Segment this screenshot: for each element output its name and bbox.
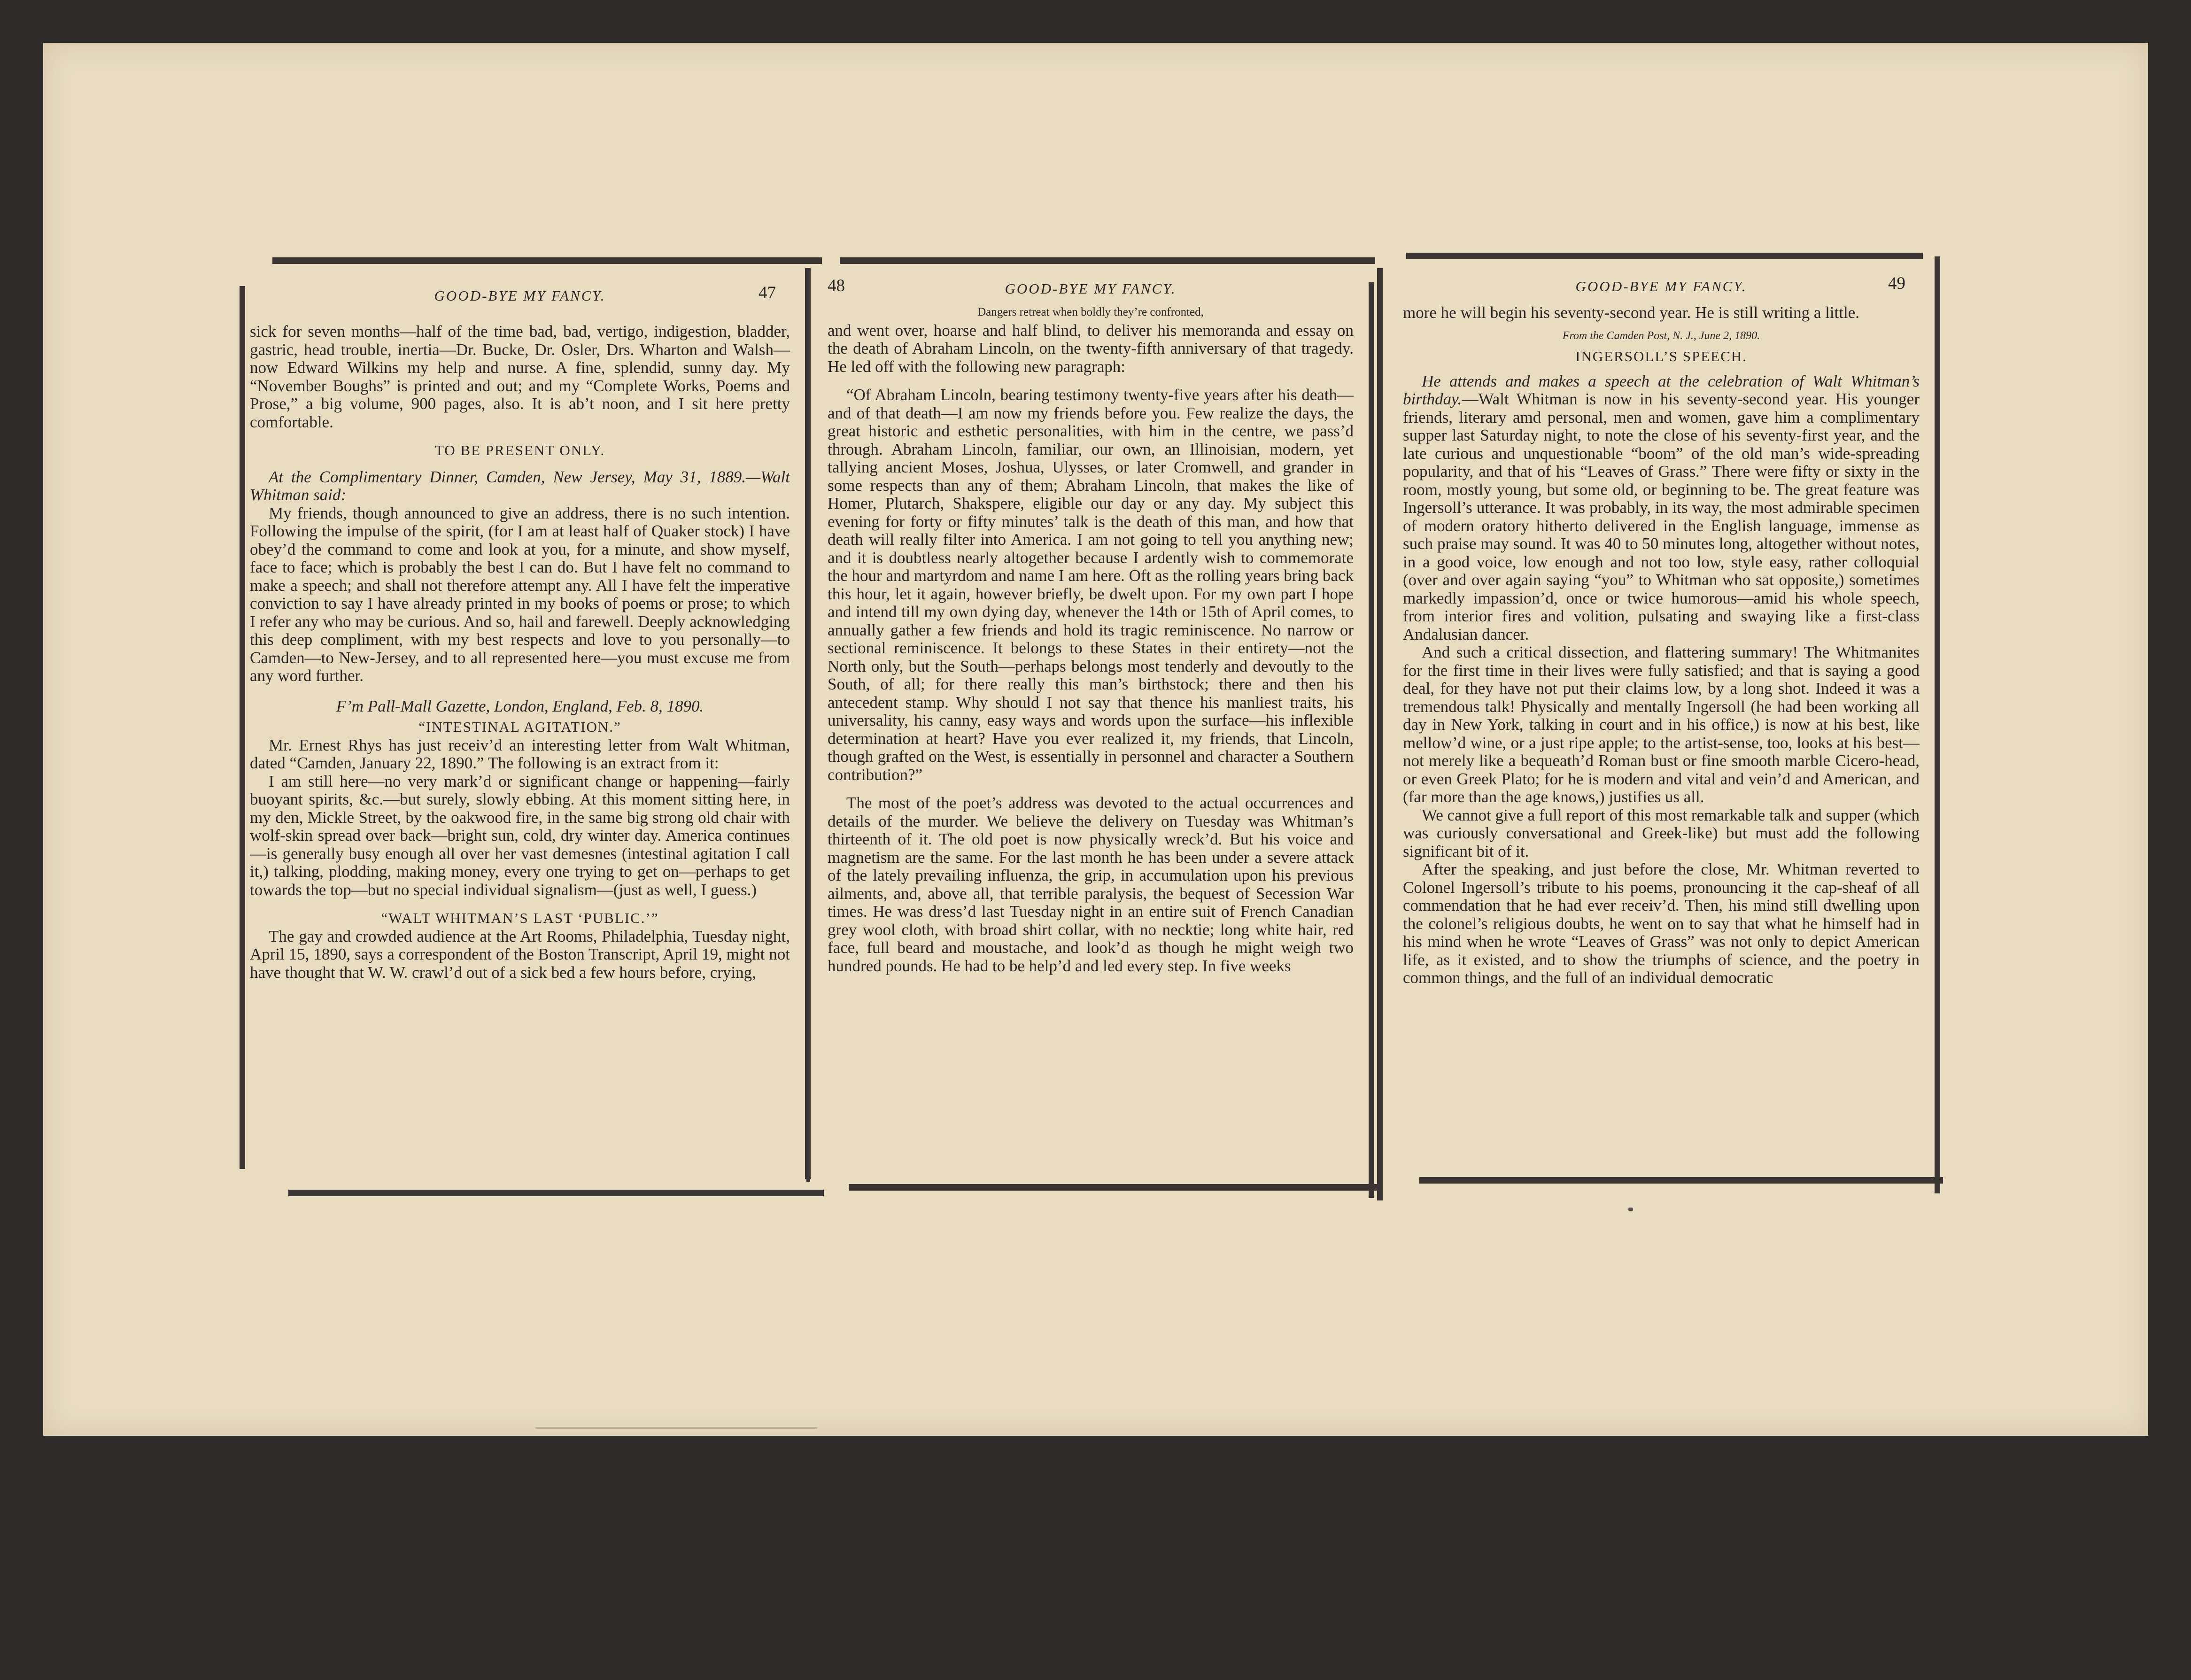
top-border-rule	[1406, 253, 1923, 259]
left-border-rule	[1377, 268, 1383, 1200]
paragraph: The gay and crowded audience at the Art Rooms, Philadelphia, Tuesday night, April 15, 1890, says a correspondent of the Boston Transcript, April 19, might not have thought that W. W. crawl’d out of a sick bed a few hours before, crying,	[250, 927, 790, 982]
paragraph	[1403, 372, 1920, 644]
section-heading: TO BE PRESENT ONLY.	[434, 442, 605, 458]
left-border-rule	[805, 268, 811, 1179]
paragraph: and went over, hoarse and half blind, to deliver his memoranda and essay on the death of Abraham Lincoln, on the twenty-fifth anniversary of that tragedy. He led off with the following new paragraph:	[828, 321, 1354, 376]
paragraph: sick for seven months—half of the time bad, bad, vertigo, indigestion, bladder, gastric, head trouble, inertia—Dr. Bucke, Dr. Osler, Drs. Wharton and Walsh—now Edward Wilkins my help and nurse. A fine, splendid, sunny day. My “November Boughs” is printed and out; and my “Complete Works, Poems and Prose,” a big volume, 900 pages, also. It is ab’t noon, and I sit here pretty comfortable.	[250, 322, 790, 431]
paragraph: We cannot give a full report of this most remarkable talk and supper (which was curiously conversational and Greek-like) but must add the following significant bit of it.	[1403, 805, 1920, 860]
page-text	[250, 323, 790, 982]
running-head-title: GOOD-BYE MY FANCY.	[1005, 280, 1177, 297]
paper-speck	[535, 1427, 817, 1429]
page-48	[828, 276, 1354, 1673]
paragraph: I am still here—no very mark’d or significant change or happening—fairly buoyant spirits, &c.—but surely, slowly ebbing. At this moment sitting here, in my den, Mickle Street, by the oakwood fire, in the same big strong old chair with wolf-skin spread over back—bright sun, cold, dry winter day. America continues—is generally busy enough all over her vast demesnes (intestinal agitation I call it,) talking, plodding, making money, every one trying to get on—perhaps to get towards the top—but no special individual signalism—(just as well, I guess.)	[250, 772, 790, 899]
paper-speck	[1628, 1208, 1633, 1211]
paragraph: “Of Abraham Lincoln, bearing testimony twenty-five years after his death—and of that death—I am now my friends before you. Few realize the days, the great historic and esthetic personalities, with him in the centre, we pass’d through. Abraham Lincoln, familiar, our own, an Illinoisian, modern, yet tallying ancient Moses, Joshua, Ulysses, or later Cromwell, and grander in some respects than any of them; Abraham Lincoln, that makes the like of Homer, Plutarch, Shakspere, eligible our day or any day. My subject this evening for forty or fifty minutes’ talk is the death of this man, and how that death will really filter into America. I am not going to tell you anything new; and it is doubtless nearly altogether because I ardently wish to commemorate the hour and martyrdom and name I am here. Oft as the rolling years bring back this hour, let it again, however briefly, be dwelt upon. For my own part I hope and intend till my own dying day, whenever the 14th or 15th of April comes, to annually gather a few friends and hold its tragic reminiscence. No narrow or sectional reminiscence. It belongs to these States in their entirety—not the North only, but the South—perhaps belongs most tenderly and devoutly to the South, of all; for there really this man’s birthstock; there and then his antecedent stamp. Why should I not say that thence his manliest traits, his universality, his canny, easy ways and words upon the surface—his inflexible determination at heart? Have you ever realized it, my friends, that Lincoln, though grafted on the West, is essentially in personnel and character a Southern contribution?”	[828, 386, 1354, 784]
source-line: F’m Pall-Mall Gazette, London, England, Feb. 8, 1890.	[336, 697, 704, 715]
page-number: 48	[828, 276, 845, 295]
paragraph: Mr. Ernest Rhys has just receiv’d an interesting letter from Walt Whitman, dated “Camden, January 22, 1890.” The following is an extract from it:	[250, 735, 790, 772]
paragraph: And such a critical dissection, and flattering summary! The Whitmanites for the first time in their lives were fully satisfied; and that is saying a good deal, for they have not put their claims low, by a long shot. Indeed it was a tremendous talk! Physically and mentally Ingersoll (he had been working all day in New York, talking in court and in his office,) is now at his best, like mellow’d wine, or a just ripe apple; to the artist-sense, too, looks at his best—not merely like a bequeath’d Roman bust or fine smooth marble Cicero-head, or even Greek Plato; for he is modern and vital and vein’d and American, and (far more than the age knows,) justifies us all.	[1403, 643, 1920, 806]
section-heading: “WALT WHITMAN’S LAST ‘PUBLIC.’”	[381, 910, 659, 926]
right-border-rule	[1935, 256, 1940, 1193]
dateline: At the Complimentary Dinner, Camden, New Jersey, May 31, 1889.—Walt Whitman said:	[250, 467, 790, 504]
page-number: 47	[759, 283, 776, 302]
running-head	[250, 283, 790, 310]
page-text	[1403, 304, 1920, 987]
right-border-rule	[1369, 282, 1374, 1198]
left-border-rule	[240, 286, 245, 1169]
paragraph-text: —Walt Whitman is now in his seventy-second year. His younger friends, literary amd personal, men and women, gave him a complimentary supper last Saturday night, to note the close of his seventy-first year, and the late curious and unquestionable “boom” of the old man’s wide-spreading popularity, and that of his “Leaves of Grass.” There were fifty or sixty in the room, mostly young, but some old, or beginning to be. The great feature was Ingersoll’s utterance. It was probably, in its way, the most admirable specimen of modern oratory hitherto delivered in the English language, immense as such praise may sound. It was 40 to 50 minutes long, altogether without notes, in a good voice, low enough and not too low, style easy, rather colloquial (over and over again saying “you” to Whitman who sat opposite,) sometimes markedly impassion’d, once or twice humorous—amid his whole speech, from interior fires and volition, pulsating and swaying like a first-class Andalusian dancer.	[1403, 390, 1920, 643]
paragraph: My friends, though announced to give an address, there is no such intention. Following the impulse of the spirit, (for I am at least half of Quaker stock) I have obey’d the command to come and look at you, for a minute, and show myself, face to face; which is probably the best I can do. But I have felt no command to make a speech; and shall not therefore attempt any. All I have felt the imperative conviction to say I have already printed in my books of poems or prose; to which I refer any who may be curious. And so, hail and farewell. Deeply acknowledging this deep compliment, with my best respects and love to you personally—to Camden—to New-Jersey, and to all represented here—you must excuse me from any word further.	[250, 503, 790, 685]
page-text	[828, 302, 1354, 975]
paragraph-lead: He attends and makes a speech at the celebration of Walt Whitman’s birthday.	[1403, 372, 1920, 408]
section-heading: INGERSOLL’S SPEECH.	[1575, 348, 1747, 364]
section-heading: “INTESTINAL AGITATION.”	[418, 719, 621, 735]
running-head	[1403, 274, 1920, 301]
paragraph: After the speaking, and just before the close, Mr. Whitman reverted to Colonel Ingersoll’s tribute to his poems, pronouncing it the cap-sheaf of all commendation that he had ever receiv’d. Then, his mind still dwelling upon the colonel’s religious doubts, he went on to say that what he himself had in his mind when he wrote “Leaves of Grass” was not only to depict American life, as it existed, and to show the triumphs of science, and the poetry in common things, and the full of an individual democratic	[1403, 860, 1920, 987]
running-head-title: GOOD-BYE MY FANCY.	[1575, 278, 1747, 294]
top-border-rule	[272, 257, 822, 264]
top-border-rule	[840, 257, 1375, 264]
running-head	[828, 276, 1354, 303]
paragraph: more he will begin his seventy-second year. He is still writing a little.	[1403, 303, 1860, 322]
source-line: From the Camden Post, N. J., June 2, 1890.	[1562, 329, 1760, 342]
running-head-title: GOOD-BYE MY FANCY.	[434, 287, 606, 304]
epigraph-line: Dangers retreat when boldly they’re confronted,	[977, 306, 1204, 318]
paragraph: The most of the poet’s address was devoted to the actual occurrences and details of the murder. We believe the delivery on Tuesday was Whitman’s thirteenth of it. The old poet is now physically wreck’d. But his voice and magnetism are the same. For the last month he has been under a severe attack of the lately prevailing influenza, the grip, in accumulation upon his previous ailments, and, above all, that terrible paralysis, the bequest of Secession War times. He was dress’d last Tuesday night in an entire suit of French Canadian grey wool cloth, with broad shirt collar, with no necktie; long white hair, red face, full beard and moustache, and look’d as though he might weigh two hundred pounds. He had to be help’d and led every step. In five weeks	[828, 794, 1354, 975]
page-47	[250, 283, 790, 1680]
page-49	[1403, 274, 1920, 1671]
album-sheet	[43, 43, 2148, 1436]
page-number: 49	[1888, 274, 1905, 293]
